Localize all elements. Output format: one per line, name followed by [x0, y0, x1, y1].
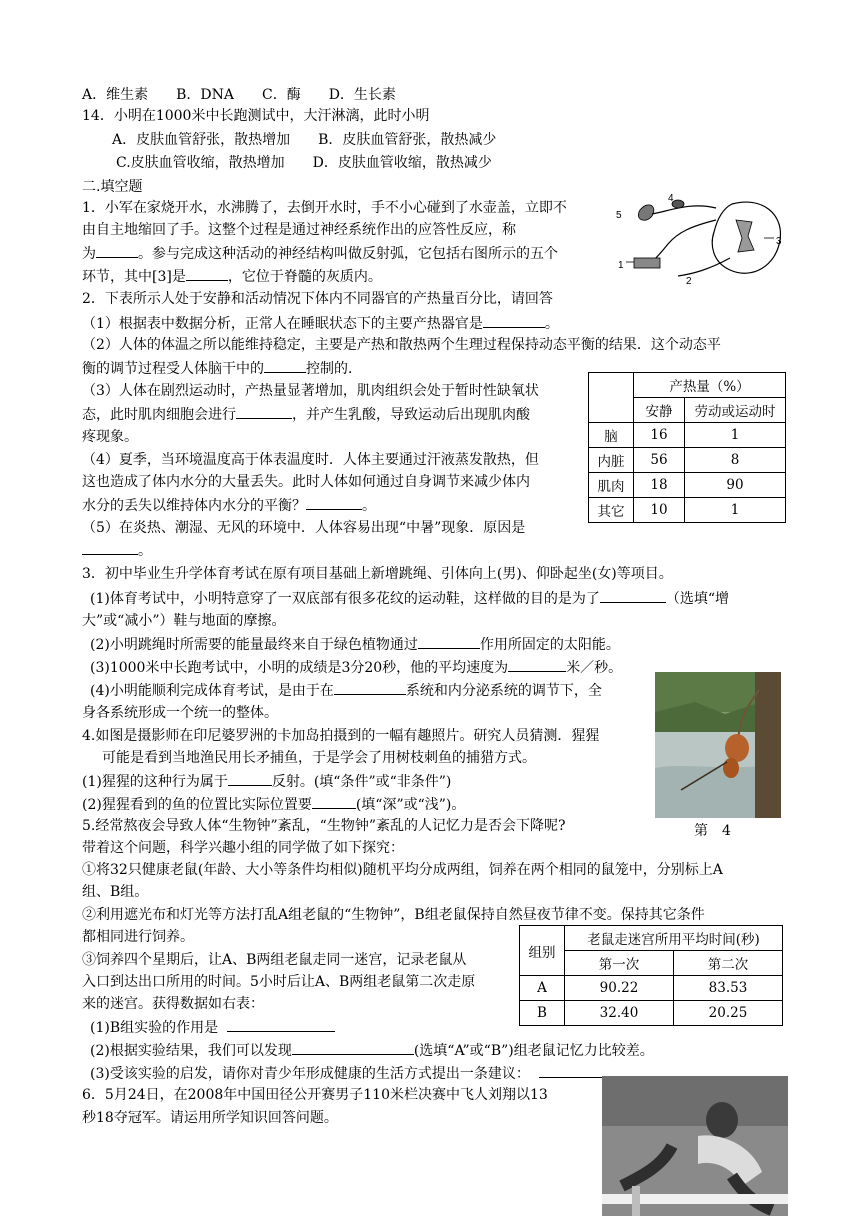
- q5-step2a: ②利用遮光布和灯光等方法打乱A组老鼠的“生物钟”，B组老鼠保持自然昼夜节律不变。保持其它条件: [82, 907, 705, 923]
- table-row: 其它 10 1: [589, 498, 786, 523]
- q6-stem1: 6．5月24日，在2008年中国田径公开赛男子110米栏决赛中飞人刘翔以13: [82, 1087, 548, 1103]
- q6-stem2: 秒18夺冠军。请运用所学知识回答问题。: [82, 1110, 338, 1126]
- q5-2: (2)根据实验结果，我们可以发现 (选填“A”或“B”)组老鼠记忆力比较差。: [90, 1040, 654, 1061]
- q2-4a: （4）夏季，当环境温度高于体表温度时．人体主要通过汗液蒸发散热，但: [82, 452, 539, 468]
- q5-stem1: 5.经常熬夜会导致人体“生物钟”紊乱，“生物钟”紊乱的人记忆力是否会下降呢?: [82, 818, 566, 834]
- q5-step1b: 组、B组。: [82, 884, 149, 900]
- heat-table-header: 产热量（%）: [634, 373, 786, 398]
- q2-3a: （3）人体在剧烈运动时，产热量显著增加，肌肉组织会处于暂时性缺氧状: [82, 383, 539, 399]
- mouse-table-header: 老鼠走迷宫所用平均时间(秒): [565, 926, 783, 951]
- q2-2b: 衡的调节过程受人体脑干中的 控制的．: [82, 358, 362, 379]
- q3-1b: 大”或“减小”）鞋与地面的摩擦。: [82, 613, 286, 629]
- q1-line1: 1．小军在家烧开水，水沸腾了，去倒开水时，手不小心碰到了水壶盖，立即不: [82, 200, 567, 216]
- mouse-table: [519, 925, 783, 1026]
- table-row: 肌肉 18 90: [589, 473, 786, 498]
- q2-4c: 水分的丢失以维持体内水分的平衡？ 。: [82, 495, 376, 516]
- q3-4b: 身各系统形成一个统一的整体。: [82, 705, 278, 721]
- label-3: 3: [776, 236, 782, 247]
- heat-table: [588, 372, 786, 523]
- q5-step2b: 都相同进行饲养。: [82, 929, 194, 945]
- q2-stem: 2．下表所示人处于安静和活动情况下体内不同器官的产热量百分比，请回答: [82, 291, 553, 307]
- q1-line2: 由自主地缩回了手。这整个过程是通过神经系统作出的应答性反应，称: [82, 222, 516, 238]
- q4-stem1: 4.如图是摄影师在印尼婆罗洲的卡加岛拍摄到的一幅有趣照片。研究人员猜测．猩猩: [82, 728, 600, 744]
- q5-1: (1)B组实验的作用是: [90, 1017, 335, 1038]
- table-row: 脑 16 1: [589, 423, 786, 448]
- table-row: B 32.40 20.25: [520, 1001, 783, 1026]
- q1-line3: 为 。参与完成这种活动的神经结构叫做反射弧，它包括右图所示的五个: [82, 243, 558, 264]
- q3-2: (2)小明跳绳时所需要的能量最终来自于绿色植物通过 作用所固定的太阳能。: [90, 634, 620, 655]
- q13-options: A．维生素 B．DNA C．酶 D．生长素: [82, 87, 396, 103]
- col-second: 第二次: [674, 951, 783, 976]
- q4-1: (1)猩猩的这种行为属于 反射。(填“条件”或“非条件”): [82, 771, 451, 792]
- q14-options-ab: A．皮肤血管舒张，散热增加 B．皮肤血管舒张，散热减少: [112, 132, 497, 148]
- q5-stem2: 带着这个问题，科学兴趣小组的同学做了如下探究：: [82, 840, 404, 856]
- col-first: 第一次: [565, 951, 674, 976]
- q3-stem: 3．初中毕业生升学体育考试在原有项目基础上新增跳绳、引体向上(男)、仰卧起坐(女)等项目。: [82, 566, 673, 582]
- q2-3c: 疼现象。: [82, 429, 138, 445]
- label-4: 4: [668, 193, 674, 204]
- fig4-caption: 第 4: [694, 823, 731, 839]
- label-2: 2: [686, 276, 692, 287]
- q2-5a: （5）在炎热、潮湿、无风的环境中．人体容易出现“中暑”现象．原因是: [82, 520, 526, 536]
- table-row: A 90.22 83.53: [520, 976, 783, 1001]
- q5-step1a: ①将32只健康老鼠(年龄、大小等条件均相似)随机平均分成两组，饲养在两个相同的鼠笼中，分别标上A: [82, 862, 723, 878]
- q5-step3b: 入口到达出口所用的时间。5小时后让A、B两组老鼠第二次走原: [82, 974, 476, 990]
- q2-3b: 态，此时肌肉细胞会进行 ，并产生乳酸，导致运动后出现肌肉酸: [82, 404, 530, 425]
- q2-5b: 。: [82, 540, 152, 561]
- q5-step3a: ③饲养四个星期后，让A、B两组老鼠走同一迷宫，记录老鼠从: [82, 952, 467, 968]
- col-rest: 安静: [634, 398, 685, 423]
- q14-stem: 14．小明在1000米中长跑测试中，大汗淋漓，此时小明: [82, 108, 430, 124]
- q5-3: (3)受该实验的启发，请你对青少年形成健康的生活方式提出一条建议：: [90, 1063, 651, 1084]
- q3-4a: (4)小明能顺利完成体育考试，是由于在 系统和内分泌系统的调节下，全: [90, 680, 602, 701]
- label-1: 1: [618, 260, 624, 271]
- q3-1a: (1)体育考试中，小明特意穿了一双底部有很多花纹的运动鞋，这样做的目的是为了 （选填“增: [90, 588, 729, 609]
- col-group: 组别: [520, 926, 565, 976]
- q2-1: （1）根据表中数据分析，正常人在睡眠状态下的主要产热器官是 。: [82, 313, 559, 334]
- q4-2: (2)猩猩看到的鱼的位置比实际位置要 (填“深”或“浅”)。: [82, 794, 465, 815]
- label-5: 5: [616, 210, 622, 221]
- q1-line4: 环节，其中[3]是 ，它位于脊髓的灰质内。: [82, 266, 382, 287]
- reflex-arc-figure: [612, 192, 790, 288]
- hurdler-photo: [602, 1076, 788, 1216]
- section-heading: 二.填空题: [82, 179, 143, 195]
- q3-3: (3)1000米中长跑考试中，小明的成绩是3分20秒，他的平均速度为 米／秒。: [90, 657, 622, 678]
- table-row: 内脏 56 8: [589, 448, 786, 473]
- q5-step3c: 来的迷宫。获得数据如右表：: [82, 996, 264, 1012]
- q4-stem2: 可能是看到当地渔民用长矛捕鱼，于是学会了用树枝刺鱼的捕猎方式。: [102, 750, 536, 766]
- col-active: 劳动或运动时: [685, 398, 786, 423]
- orangutan-photo: [655, 672, 781, 818]
- q2-4b: 这也造成了体内水分的大量丢失。此时人体如何通过自身调节来减少体内: [82, 474, 530, 490]
- q14-options-cd: C.皮肤血管收缩，散热增加 D．皮肤血管收缩，散热减少: [116, 155, 492, 171]
- q2-2a: （2）人体的体温之所以能维持稳定，主要是产热和散热两个生理过程保持动态平衡的结果．这个动态平: [82, 337, 721, 353]
